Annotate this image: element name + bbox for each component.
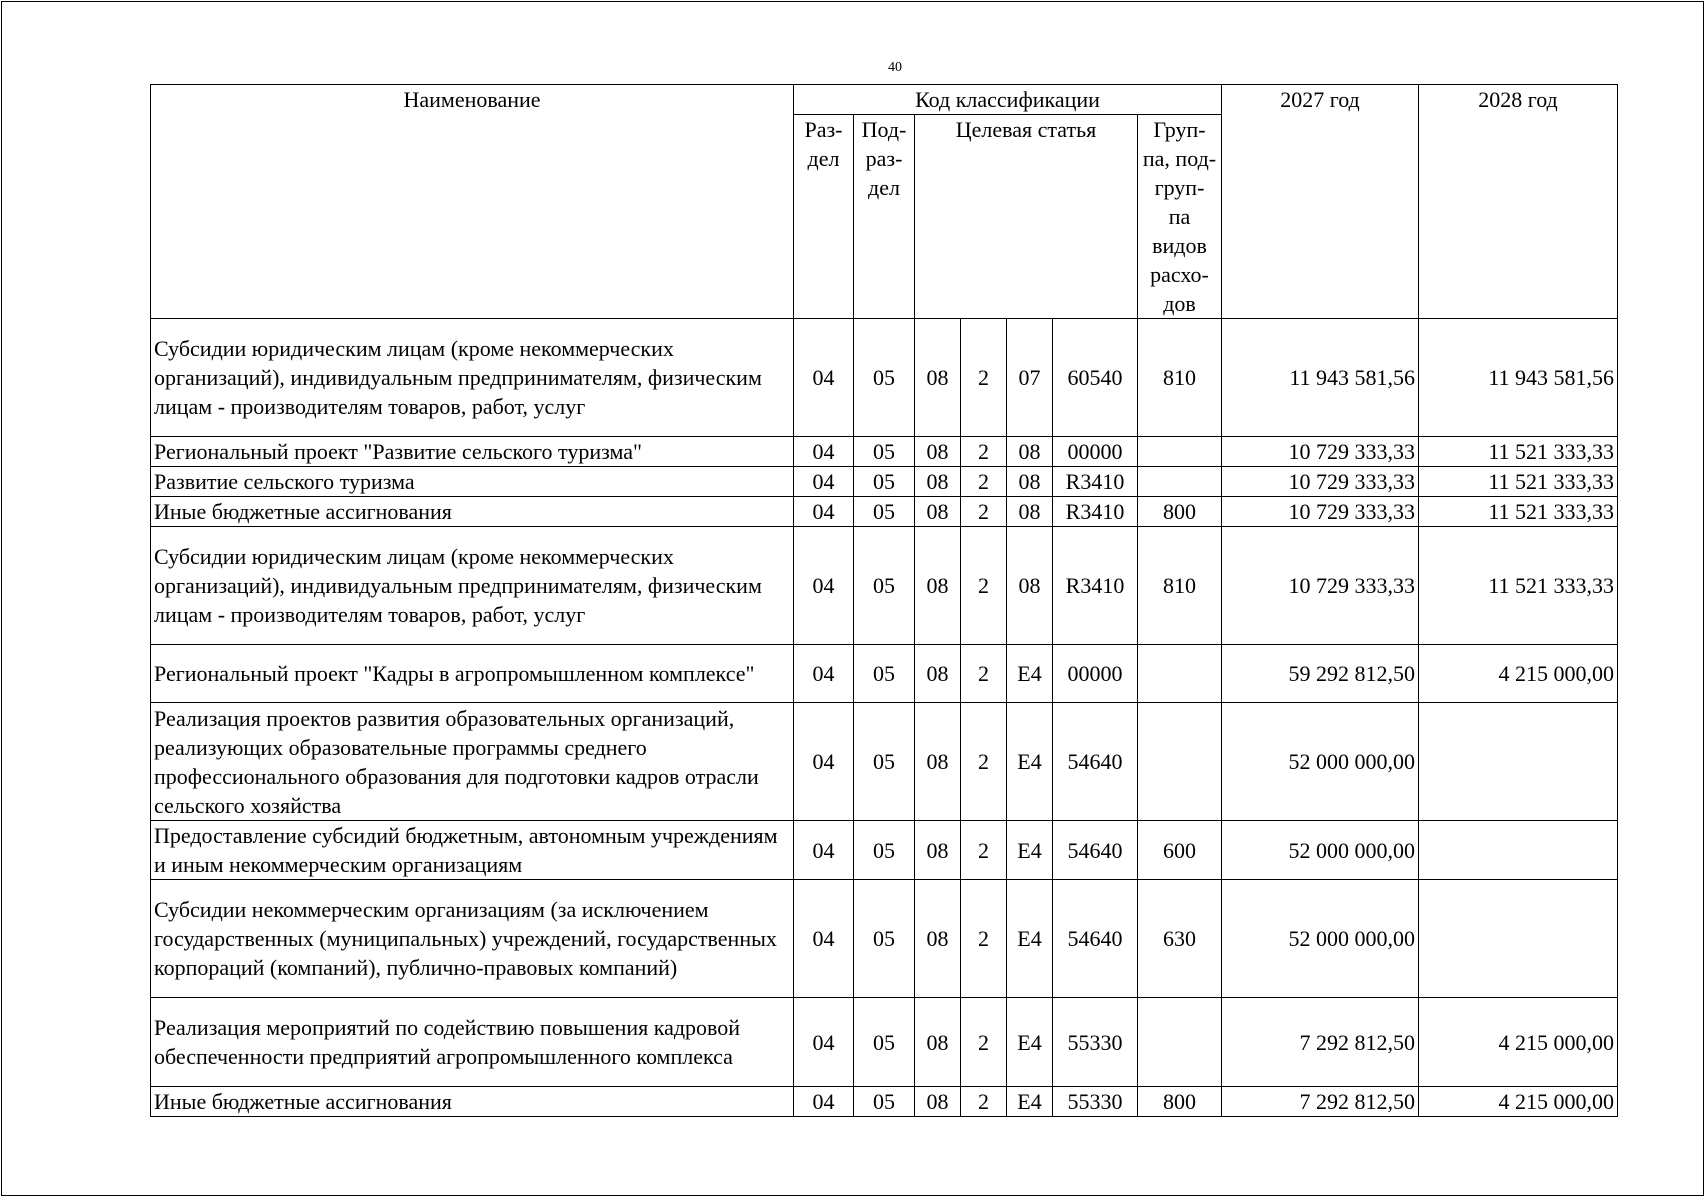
- cell-target-program: 08: [915, 527, 961, 645]
- cell-target-program: 08: [915, 645, 961, 703]
- cell-section: 04: [794, 497, 854, 527]
- table-row: [151, 437, 1618, 467]
- page-number: 40: [888, 60, 902, 75]
- cell-target-program: 08: [915, 319, 961, 437]
- cell-target-direction: 55330: [1053, 998, 1138, 1087]
- header-name: Наименование: [151, 85, 794, 319]
- cell-subsection: 05: [854, 467, 915, 497]
- cell-target-subprogram: E4: [1007, 880, 1053, 998]
- cell-target-type: 2: [961, 998, 1007, 1087]
- table-row: [151, 527, 1618, 645]
- cell-subsection: 05: [854, 527, 915, 645]
- cell-expense-group: [1138, 703, 1222, 821]
- cell-target-direction: 54640: [1053, 703, 1138, 821]
- cell-target-type: 2: [961, 497, 1007, 527]
- cell-expense-group: 810: [1138, 527, 1222, 645]
- cell-target-direction: R3410: [1053, 467, 1138, 497]
- cell-target-program: 08: [915, 880, 961, 998]
- cell-target-subprogram: E4: [1007, 645, 1053, 703]
- cell-amount-2027: 10 729 333,33: [1222, 527, 1419, 645]
- cell-name: Иные бюджетные ассигнования: [151, 497, 794, 527]
- cell-expense-group: [1138, 467, 1222, 497]
- cell-amount-2028: 11 521 333,33: [1419, 527, 1618, 645]
- cell-section: 04: [794, 880, 854, 998]
- cell-name: Региональный проект "Кадры в агропромышленном комплексе": [151, 645, 794, 703]
- cell-target-direction: 00000: [1053, 645, 1138, 703]
- cell-expense-group: 600: [1138, 821, 1222, 880]
- cell-section: 04: [794, 703, 854, 821]
- cell-subsection: 05: [854, 497, 915, 527]
- cell-subsection: 05: [854, 1087, 915, 1117]
- cell-amount-2027: 52 000 000,00: [1222, 703, 1419, 821]
- cell-amount-2028: 4 215 000,00: [1419, 1087, 1618, 1117]
- cell-target-type: 2: [961, 527, 1007, 645]
- cell-amount-2028: 11 943 581,56: [1419, 319, 1618, 437]
- cell-amount-2028: [1419, 880, 1618, 998]
- cell-name: Реализация проектов развития образовательных организаций, реализующих образовательные программы среднего профессионального образования для подготовки кадров отрасли сельского хозяйства: [151, 703, 794, 821]
- cell-name: Реализация мероприятий по содействию повышения кадровой обеспеченности предприятий агропромышленного комплекса: [151, 998, 794, 1087]
- cell-target-direction: 00000: [1053, 437, 1138, 467]
- cell-section: 04: [794, 319, 854, 437]
- cell-section: 04: [794, 437, 854, 467]
- cell-target-type: 2: [961, 437, 1007, 467]
- header-year-2028: 2028 год: [1419, 85, 1618, 319]
- cell-target-program: 08: [915, 821, 961, 880]
- cell-amount-2027: 59 292 812,50: [1222, 645, 1419, 703]
- cell-name: Иные бюджетные ассигнования: [151, 1087, 794, 1117]
- cell-target-type: 2: [961, 645, 1007, 703]
- cell-target-subprogram: E4: [1007, 998, 1053, 1087]
- cell-amount-2028: 4 215 000,00: [1419, 645, 1618, 703]
- table-row: [151, 821, 1618, 880]
- cell-section: 04: [794, 1087, 854, 1117]
- table-row: [151, 703, 1618, 821]
- cell-name: Субсидии юридическим лицам (кроме некоммерческих организаций), индивидуальным предпринимателям, физическим лицам - производителям товаров, работ, услуг: [151, 319, 794, 437]
- cell-target-type: 2: [961, 880, 1007, 998]
- cell-section: 04: [794, 467, 854, 497]
- cell-target-type: 2: [961, 319, 1007, 437]
- cell-target-program: 08: [915, 703, 961, 821]
- cell-target-direction: 60540: [1053, 319, 1138, 437]
- cell-target-direction: R3410: [1053, 527, 1138, 645]
- table-row: [151, 497, 1618, 527]
- cell-subsection: 05: [854, 880, 915, 998]
- cell-amount-2028: 11 521 333,33: [1419, 467, 1618, 497]
- cell-subsection: 05: [854, 998, 915, 1087]
- table-row: [151, 880, 1618, 998]
- cell-target-type: 2: [961, 1087, 1007, 1117]
- table-body: [151, 319, 1618, 1117]
- cell-target-program: 08: [915, 998, 961, 1087]
- cell-target-direction: 54640: [1053, 821, 1138, 880]
- cell-target-subprogram: 08: [1007, 467, 1053, 497]
- table-row: [151, 998, 1618, 1087]
- cell-expense-group: 800: [1138, 1087, 1222, 1117]
- cell-amount-2027: 10 729 333,33: [1222, 437, 1419, 467]
- table-row: [151, 467, 1618, 497]
- cell-name: Региональный проект "Развитие сельского туризма": [151, 437, 794, 467]
- cell-amount-2027: 52 000 000,00: [1222, 821, 1419, 880]
- cell-target-subprogram: 07: [1007, 319, 1053, 437]
- cell-amount-2027: 7 292 812,50: [1222, 998, 1419, 1087]
- cell-amount-2028: 4 215 000,00: [1419, 998, 1618, 1087]
- cell-section: 04: [794, 998, 854, 1087]
- cell-name: Предоставление субсидий бюджетным, автономным учреждениям и иным некоммерческим организациям: [151, 821, 794, 880]
- cell-subsection: 05: [854, 821, 915, 880]
- header-target-article: Целевая статья: [915, 115, 1138, 319]
- cell-amount-2027: 11 943 581,56: [1222, 319, 1419, 437]
- cell-section: 04: [794, 645, 854, 703]
- cell-target-direction: R3410: [1053, 497, 1138, 527]
- cell-target-type: 2: [961, 703, 1007, 821]
- cell-amount-2027: 7 292 812,50: [1222, 1087, 1419, 1117]
- cell-amount-2028: [1419, 703, 1618, 821]
- cell-target-type: 2: [961, 467, 1007, 497]
- cell-amount-2027: 10 729 333,33: [1222, 467, 1419, 497]
- cell-target-direction: 55330: [1053, 1087, 1138, 1117]
- cell-expense-group: 810: [1138, 319, 1222, 437]
- cell-target-subprogram: E4: [1007, 1087, 1053, 1117]
- table-row: [151, 319, 1618, 437]
- cell-subsection: 05: [854, 645, 915, 703]
- cell-expense-group: 630: [1138, 880, 1222, 998]
- cell-target-program: 08: [915, 467, 961, 497]
- cell-expense-group: 800: [1138, 497, 1222, 527]
- cell-target-subprogram: E4: [1007, 821, 1053, 880]
- header-year-2027: 2027 год: [1222, 85, 1419, 319]
- cell-target-program: 08: [915, 1087, 961, 1117]
- cell-target-type: 2: [961, 821, 1007, 880]
- cell-section: 04: [794, 527, 854, 645]
- cell-target-program: 08: [915, 497, 961, 527]
- cell-target-direction: 54640: [1053, 880, 1138, 998]
- cell-subsection: 05: [854, 703, 915, 821]
- cell-target-subprogram: E4: [1007, 703, 1053, 821]
- header-section: Раз- дел: [794, 115, 854, 319]
- header-expense-group: Груп- па, под- груп- па видов расхо- дов: [1138, 115, 1222, 319]
- header-subsection: Под- раз- дел: [854, 115, 915, 319]
- cell-target-subprogram: 08: [1007, 437, 1053, 467]
- header-classification: Код классификации: [794, 85, 1222, 115]
- cell-amount-2027: 10 729 333,33: [1222, 497, 1419, 527]
- cell-target-program: 08: [915, 437, 961, 467]
- cell-subsection: 05: [854, 437, 915, 467]
- cell-amount-2028: [1419, 821, 1618, 880]
- cell-target-subprogram: 08: [1007, 497, 1053, 527]
- table-row: [151, 1087, 1618, 1117]
- cell-target-subprogram: 08: [1007, 527, 1053, 645]
- cell-amount-2028: 11 521 333,33: [1419, 437, 1618, 467]
- cell-amount-2027: 52 000 000,00: [1222, 880, 1419, 998]
- cell-name: Субсидии некоммерческим организациям (за исключением государственных (муниципальных) учреждений, государственных корпораций (компаний), публично-правовых компаний): [151, 880, 794, 998]
- cell-expense-group: [1138, 998, 1222, 1087]
- table-row: [151, 645, 1618, 703]
- cell-section: 04: [794, 821, 854, 880]
- cell-subsection: 05: [854, 319, 915, 437]
- cell-name: Субсидии юридическим лицам (кроме некоммерческих организаций), индивидуальным предпринимателям, физическим лицам - производителям товаров, работ, услуг: [151, 527, 794, 645]
- cell-expense-group: [1138, 437, 1222, 467]
- cell-amount-2028: 11 521 333,33: [1419, 497, 1618, 527]
- cell-name: Развитие сельского туризма: [151, 467, 794, 497]
- cell-expense-group: [1138, 645, 1222, 703]
- budget-table: [150, 84, 1618, 1117]
